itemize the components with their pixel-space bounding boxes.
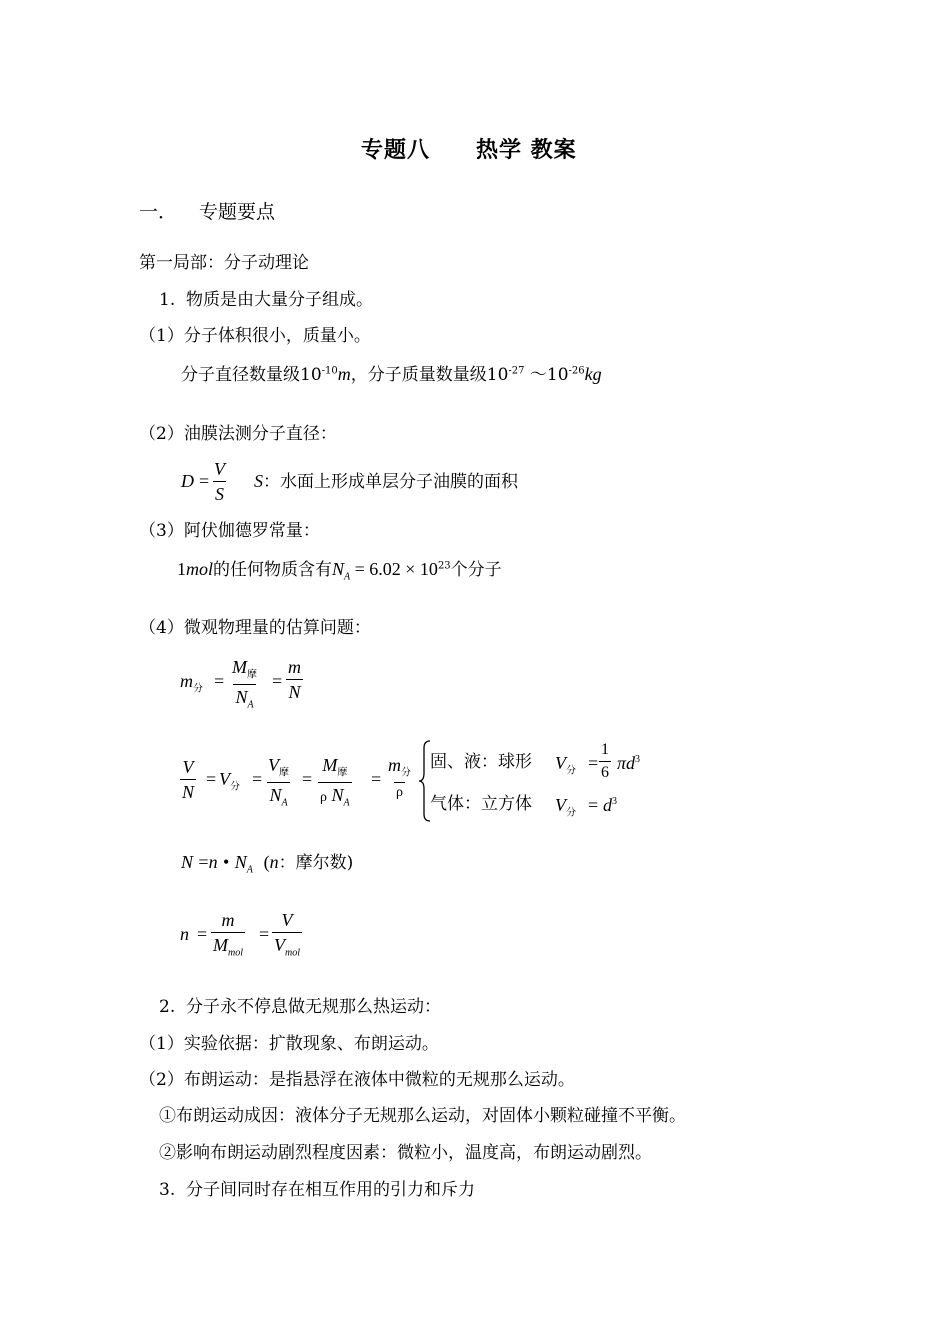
numerator: V xyxy=(281,910,293,930)
item-number: 3. xyxy=(159,1180,176,1200)
variable-d: d xyxy=(626,753,636,773)
d-cubed xyxy=(603,796,617,814)
denominator: N xyxy=(286,679,302,701)
subscript: A xyxy=(344,571,351,583)
equals-sign: = xyxy=(259,924,270,944)
subscript: 分 xyxy=(566,765,576,777)
rho-symbol: ρ xyxy=(320,789,327,805)
pi-d-cubed xyxy=(617,754,640,772)
text-fragment: 个分子 xyxy=(450,560,502,580)
subscript: mol xyxy=(285,947,300,959)
equals-sign: = xyxy=(199,471,210,491)
variable-N: N xyxy=(181,852,194,872)
case-gas-V xyxy=(555,796,576,818)
list-item xyxy=(159,1182,475,1199)
subscript: A xyxy=(246,864,253,876)
description: ：摩尔数) xyxy=(278,853,354,873)
item-number: ② xyxy=(159,1143,176,1163)
subscript: 摩 xyxy=(247,669,257,681)
item-number: （3） xyxy=(139,521,184,541)
numerator xyxy=(266,756,291,782)
magnitude-line xyxy=(181,365,602,384)
formula-D-lhs: D xyxy=(181,471,194,491)
variable-M: M xyxy=(232,657,247,677)
numerator xyxy=(230,658,259,684)
denominator xyxy=(272,932,302,959)
fraction-Vmo-over-NA xyxy=(266,756,291,808)
variable-M: M xyxy=(213,935,228,955)
equals-sign: = xyxy=(206,769,217,789)
item-number: （4） xyxy=(139,618,184,638)
page-title: 专题八 热学 教案 xyxy=(361,138,577,163)
fraction-M-over-NA xyxy=(230,658,259,710)
formula-N-n xyxy=(181,853,353,875)
subscript: 摩 xyxy=(337,767,348,779)
equals-sign: = xyxy=(214,671,225,691)
item-text: 分子永不停息做无规那么热运动： xyxy=(186,997,442,1017)
list-item xyxy=(159,1108,686,1125)
section-label: 专题要点 xyxy=(199,201,276,223)
variable-S: S xyxy=(254,471,263,491)
fraction-Mmo-over-rhoNA xyxy=(318,756,352,808)
denominator: N xyxy=(180,779,196,801)
unit: m xyxy=(337,364,351,384)
number: 1 xyxy=(177,559,186,579)
formula-D-desc xyxy=(254,472,518,491)
denominator xyxy=(211,932,245,959)
text-fragment: ～10 xyxy=(524,365,569,385)
variable-n: n xyxy=(269,852,279,872)
variable-V: V xyxy=(555,753,566,773)
item-text: 物质是由大量分子组成。 xyxy=(186,290,374,310)
variable-m: m xyxy=(180,671,193,691)
list-item xyxy=(159,292,373,309)
variable-N: N xyxy=(331,784,344,805)
numerator xyxy=(320,756,349,782)
equals-sign: = xyxy=(588,795,599,815)
numerator: V xyxy=(214,459,225,479)
list-item xyxy=(139,523,320,540)
item-number: 2. xyxy=(159,997,176,1017)
denominator: S xyxy=(213,481,226,503)
equals-sign: = xyxy=(588,753,599,773)
variable-V: V xyxy=(555,795,566,815)
item-text: 阿伏伽德罗常量： xyxy=(183,521,320,541)
variable-V: V xyxy=(219,769,230,789)
numerator: m xyxy=(221,910,235,930)
case-solid-liquid-V xyxy=(555,754,576,776)
exponent: -10 xyxy=(321,365,338,377)
equals-sign: = xyxy=(272,671,283,691)
list-item xyxy=(159,999,441,1016)
list-item xyxy=(139,426,337,443)
equals-sign: = xyxy=(302,769,313,789)
subscript: 摩 xyxy=(279,767,289,779)
item-number: （2） xyxy=(139,424,184,444)
fraction-V-over-S xyxy=(212,460,227,503)
variable-N: N xyxy=(332,559,345,579)
paren: ( xyxy=(263,852,270,872)
subscript: 分 xyxy=(193,683,203,695)
variable-N: N xyxy=(235,686,248,707)
case-solid-liquid xyxy=(430,754,532,771)
case-label: 固、液：球形 xyxy=(430,752,532,772)
pi-symbol: π xyxy=(617,753,627,773)
denominator: 6 xyxy=(599,761,611,781)
section-heading xyxy=(139,203,275,222)
numerator: V xyxy=(182,757,194,777)
list-item xyxy=(139,620,371,637)
exponent: 23 xyxy=(437,560,451,572)
numerator: m xyxy=(288,657,301,677)
equals-sign: = xyxy=(371,769,382,789)
denominator xyxy=(233,684,255,711)
equals-sign: = xyxy=(252,769,263,789)
equals-sign: = xyxy=(198,852,209,872)
list-item xyxy=(139,1072,575,1089)
variable-m: m xyxy=(388,755,401,775)
exponent: -26 xyxy=(568,365,585,377)
list-item xyxy=(159,1145,652,1162)
fraction-V-over-Vmol xyxy=(272,911,302,959)
list-item xyxy=(139,328,371,345)
variable-n: n xyxy=(208,852,218,872)
variable-V: V xyxy=(268,755,279,775)
variable-V: V xyxy=(274,935,285,955)
fraction-mfen-over-rho xyxy=(386,756,413,800)
formula-n-lhs: n xyxy=(180,924,189,944)
item-text: 布朗运动成因：液体分子无规那么运动，对固体小颗粒碰撞不平衡。 xyxy=(176,1106,686,1126)
subscript: 分 xyxy=(230,781,240,793)
text-fragment: ，分子质量数量级10 xyxy=(350,365,509,385)
section-number: 一． xyxy=(139,201,178,223)
formula-m-lhs xyxy=(180,672,203,694)
avogadro-line xyxy=(177,560,502,582)
exponent: -27 xyxy=(508,365,525,377)
subscript: mol xyxy=(228,947,243,959)
item-text: 分子间同时存在相互作用的引力和斥力 xyxy=(186,1180,476,1200)
item-number: ① xyxy=(159,1106,176,1126)
fraction-V-over-N xyxy=(180,758,196,801)
dot-operator: • xyxy=(222,852,230,872)
fraction-one-sixth xyxy=(599,742,611,781)
variable-N: N xyxy=(234,852,247,872)
numerator xyxy=(386,756,413,782)
subscript: 分 xyxy=(401,767,411,779)
numerator: 1 xyxy=(601,741,609,758)
text-fragment: 的任何物质含有 xyxy=(213,560,332,580)
denominator xyxy=(267,782,289,809)
V-fen xyxy=(219,770,240,792)
list-item xyxy=(139,1036,439,1053)
denominator xyxy=(318,782,352,809)
item-text: 油膜法测分子直径： xyxy=(183,424,337,444)
part-heading: 第一局部：分子动理论 xyxy=(139,253,309,273)
item-number: （2） xyxy=(139,1070,184,1090)
case-label: 气体：立方体 xyxy=(430,794,532,814)
item-text: 实验依据：扩散现象、布朗运动。 xyxy=(183,1034,439,1054)
item-text: 分子体积很小，质量小。 xyxy=(183,326,371,346)
denominator: ρ xyxy=(394,782,405,800)
value: = 6.02 × 10 xyxy=(350,559,438,579)
unit: kg xyxy=(584,364,602,384)
subscript: A xyxy=(343,797,350,809)
description: ：水面上形成单层分子油膜的面积 xyxy=(263,472,518,492)
item-number: （1） xyxy=(139,326,184,346)
item-number: 1. xyxy=(159,290,176,310)
text-fragment: 分子直径数量级10 xyxy=(181,365,322,385)
fraction-m-over-Mmol xyxy=(211,911,245,959)
exponent: 3 xyxy=(612,796,617,807)
case-gas xyxy=(430,796,532,813)
item-number: （1） xyxy=(139,1034,184,1054)
item-text: 影响布朗运动剧烈程度因素：微粒小，温度高，布朗运动剧烈。 xyxy=(176,1143,652,1163)
exponent: 3 xyxy=(635,754,641,765)
subscript: A xyxy=(247,699,254,711)
equals-sign: = xyxy=(197,924,208,944)
variable-M: M xyxy=(322,755,338,775)
item-text: 布朗运动：是指悬浮在液体中微粒的无规那么运动。 xyxy=(183,1070,575,1090)
variable-d: d xyxy=(603,795,612,815)
variable-N: N xyxy=(269,784,282,805)
fraction-m-over-N xyxy=(286,658,303,701)
subscript: 分 xyxy=(566,807,576,819)
subscript: A xyxy=(281,797,288,809)
unit: mol xyxy=(186,559,213,579)
item-text: 微观物理量的估算问题： xyxy=(183,618,371,638)
